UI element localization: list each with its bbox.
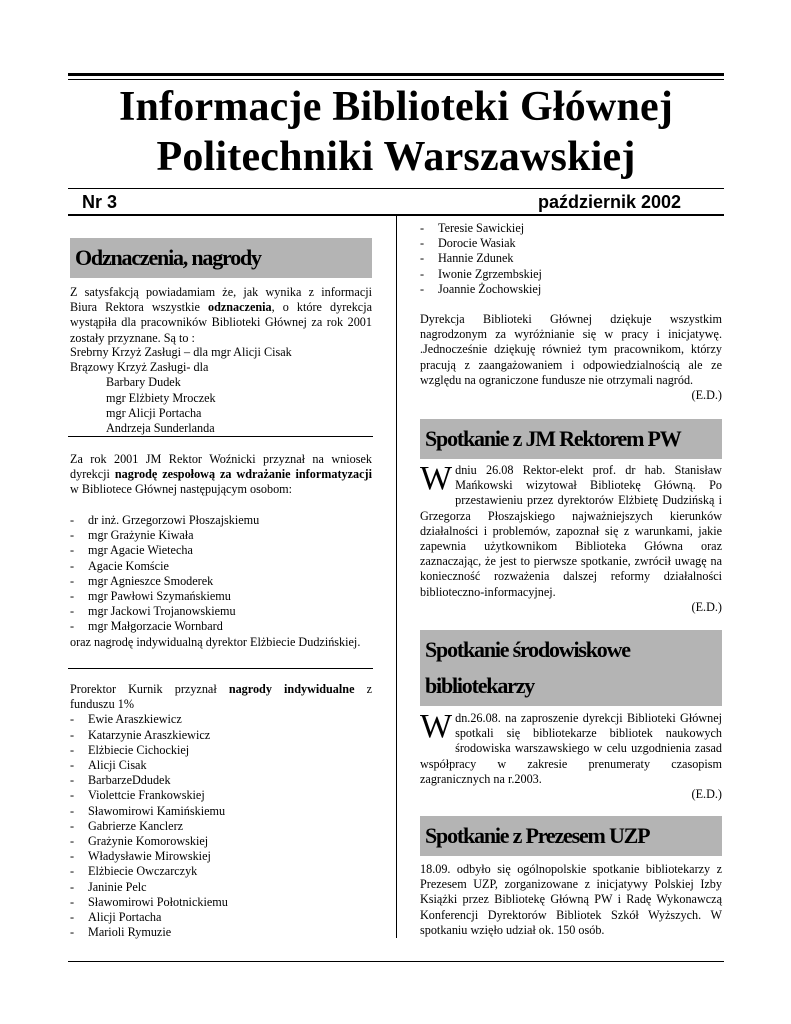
top-rule-thick <box>68 73 724 76</box>
list-item: - Sławomirowi Kamińskiemu <box>70 804 372 819</box>
heading-rector-meeting: Spotkanie z JM Rektorem PW <box>420 419 722 459</box>
signature: (E.D.) <box>691 787 722 802</box>
list-item: - Dorocie Wasiak <box>420 236 722 251</box>
awards-intro <box>70 285 372 346</box>
librarians-meeting-text: Wdn.26.08. na zaproszenie dyrekcji Biblioteki Głównej spotkali się bibliotekarze bibliotek naukowych środowiska warszawskiego w celu uzgodnienia zasad współpracy w zakresie prenumeraty czasopism zagranicznych na r.2003. <box>420 708 722 786</box>
team-award-end: oraz nagrodę indywidualną dyrektor Elżbiecie Dudzińskiej. <box>70 634 361 649</box>
title-bottom-rule <box>68 188 724 189</box>
individual-list <box>70 712 372 940</box>
uzp-meeting-section <box>420 862 722 938</box>
list-item: mgr Elżbiety Mroczek <box>106 390 216 405</box>
list-item: - Elżbiecie Cichockiej <box>70 743 372 758</box>
section-divider-2 <box>68 668 373 669</box>
team-list <box>70 513 372 635</box>
heading-awards: Odznaczenia, nagrody <box>70 238 372 278</box>
section-divider-1 <box>68 436 373 437</box>
awards-intro-text: Z satysfakcją powiadamiam że, jak wynika z informacji Biura Rektora wszystkie odznaczenia, o które dyrekcja wystąpiła dla pracowników Biblioteki Głównej za rok 2001 zostały przyznane. Są to : <box>70 285 372 345</box>
heading-librarians-meeting: Spotkanie środowiskowe bibliotekarzy <box>420 630 722 706</box>
bottom-rule <box>68 961 724 962</box>
rector-meeting-section <box>420 460 722 615</box>
list-item: - mgr Małgorzacie Wornbard <box>70 619 372 634</box>
list-item: - Hannie Zdunek <box>420 251 722 266</box>
issue-number: Nr 3 <box>82 192 118 212</box>
list-item: - BarbarzeDdudek <box>70 773 372 788</box>
librarians-meeting-section <box>420 708 722 802</box>
newsletter-title <box>68 82 724 182</box>
individual-awards <box>70 682 372 940</box>
list-item: mgr Alicji Portacha <box>106 405 202 420</box>
list-item: - Alicji Cisak <box>70 758 372 773</box>
bronze-cross: Brązowy Krzyż Zasługi- dla <box>70 360 209 375</box>
signature: (E.D.) <box>691 388 722 403</box>
thanks-text: Dyrekcja Biblioteki Głównej dziękuje wszystkim nagrodzonym za wyróżnianie się w pracy i inicjatywę. .Jednocześnie dziękuję również tym pracownikom, którzy pracują z zaangażowaniem i odpowiedzialnością ale ze względu na ograniczone fundusze nie otrzymali nagród. <box>420 312 722 387</box>
drop-cap: W <box>420 708 453 745</box>
list-item: - Marioli Rymuzie <box>70 925 372 940</box>
list-item: - dr inż. Grzegorzowi Płoszajskiemu <box>70 513 372 528</box>
list-item: - Janinie Pelc <box>70 880 372 895</box>
list-item: - Ewie Araszkiewicz <box>70 712 372 727</box>
signature: (E.D.) <box>691 599 722 614</box>
list-item: - mgr Jackowi Trojanowskiemu <box>70 604 372 619</box>
team-award-text: Za rok 2001 JM Rektor Woźnicki przyznał na wniosek dyrekcji nagrodę zespołową za wdrażanie informatyzacji w Bibliotece Głównej następującym osobom: <box>70 452 373 497</box>
heading-uzp-meeting: Spotkanie z Prezesem UZP <box>420 816 722 856</box>
team-award <box>70 452 372 498</box>
title-line-1: Informacje Biblioteki Głównej <box>118 84 674 130</box>
title-line-2: Politechniki Warszawskiej <box>156 134 636 180</box>
list-item: - mgr Agnieszce Smoderek <box>70 574 372 589</box>
list-item: - Joannie Żochowskiej <box>420 282 722 297</box>
thanks-section <box>420 312 722 403</box>
list-item: - Iwonie Zgrzembskiej <box>420 267 722 282</box>
rector-meeting-text: Wdniu 26.08 Rektor-elekt prof. dr hab. Stanisław Mańkowski wizytował Bibliotekę Główną. Po przestawieniu przez dyrektorów Elżbietę Dudzińską i Grzegorza Płoszajskiego najważniejszych kierunków działalności i problemów, zapoznał się z warunkami, jakie zapewnia użytkownikom Biblioteka Główna oraz zaznaczając, że jest to pierwsze spotkanie, zwrócił uwagę na konieczność rozważenia dalszej reformy działalności biblioteczno-informacyjnej. <box>420 460 722 599</box>
list-item: - Violettcie Frankowskiej <box>70 788 372 803</box>
list-item: Andrzeja Sunderlanda <box>106 421 215 436</box>
list-item: - mgr Grażynie Kiwała <box>70 528 372 543</box>
uzp-meeting-text: 18.09. odbyło się ogólnopolskie spotkanie bibliotekarzy z Prezesem UZP, zorganizowane z inicjatywy Polskiej Izby Książki przez Bibliotekę Główną PW i Radę Wykonawczą Konferencji Dyrektorów Bibliotek Szkół Wyższych. W spotkaniu wzięło udział ok. 150 osób. <box>420 862 722 937</box>
bronze-list <box>70 375 372 436</box>
silver-cross: Srebrny Krzyż Zasługi – dla mgr Alicji Cisak <box>70 345 292 359</box>
continued-list-wrap <box>420 221 722 297</box>
list-item: - Elżbiecie Owczarczyk <box>70 864 372 879</box>
list-item: - Gabrierze Kanclerz <box>70 819 372 834</box>
drop-cap: W <box>420 460 453 497</box>
column-divider <box>396 216 397 938</box>
list-item: - Władysławie Mirowskiej <box>70 849 372 864</box>
list-item: - Grażynie Komorowskiej <box>70 834 372 849</box>
individual-awards-text: Prorektor Kurnik przyznał nagrody indywidualne z funduszu 1% <box>70 682 372 712</box>
list-item: - Alicji Portacha <box>70 910 372 925</box>
continued-list <box>420 221 722 297</box>
team-list-wrap <box>70 513 372 650</box>
list-item: Barbary Dudek <box>106 375 181 390</box>
list-item: - mgr Pawłowi Szymańskiemu <box>70 589 372 604</box>
top-rule-thin <box>68 79 724 80</box>
list-item: - Sławomirowi Połotnickiemu <box>70 895 372 910</box>
list-item: - Agacie Komście <box>70 559 372 574</box>
list-item: - Katarzynie Araszkiewicz <box>70 728 372 743</box>
cross-awards <box>70 345 372 436</box>
list-item: - mgr Agacie Wietecha <box>70 543 372 558</box>
list-item: - Teresie Sawickiej <box>420 221 722 236</box>
issue-date: październik 2002 <box>538 192 682 212</box>
